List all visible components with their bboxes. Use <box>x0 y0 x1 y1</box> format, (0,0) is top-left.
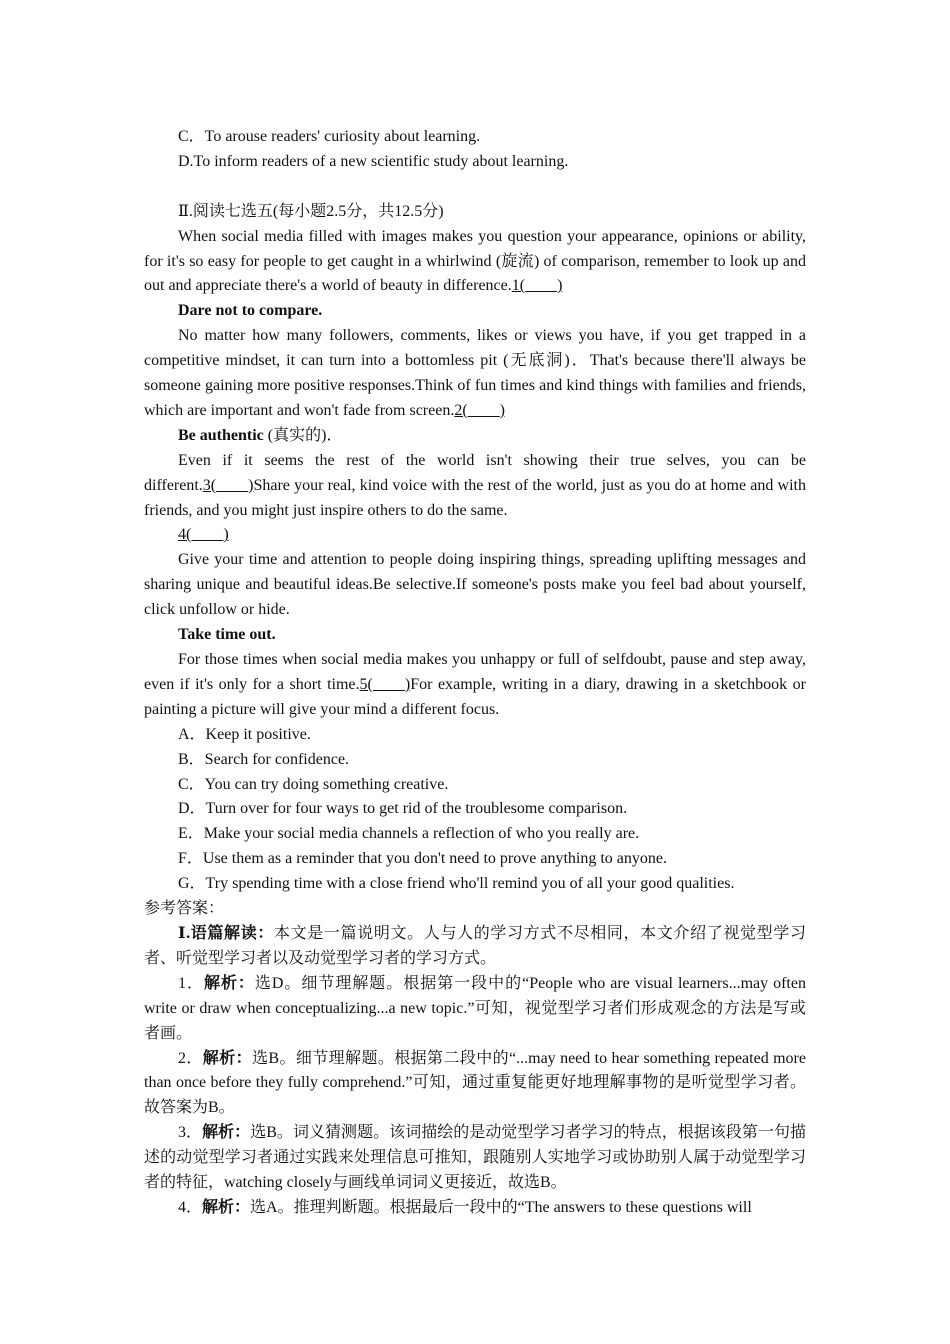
section-heading <box>144 200 806 225</box>
paragraph-compare-text: No matter how many followers, comments, likes or views you have, if you get trapped in a competitive mindset, it can turn into a bottomless pit (无底洞)．That's because there'll always be someone gaining more positive responses.Think of fun times and kind things with families and friends, which are important and won't fade from screen. <box>144 327 806 419</box>
answer-2 <box>144 1047 806 1122</box>
answer-1-number: 1． <box>178 974 204 992</box>
blank-5: 5(____) <box>359 675 411 693</box>
blank-4-line <box>144 523 806 548</box>
answer-2-text: 选B。细节理解题。根据第二段中的“...may need to hear something repeated more than once before they fully comprehend.”可知，通过重复能更好地理解事物的是听觉型学习者。故答案为B。 <box>144 1049 806 1117</box>
option-g: G．Try spending time with a close friend who'll remind you of all your good qualities. <box>178 875 735 893</box>
spacer <box>144 175 806 200</box>
section-title: Ⅱ.阅读七选五 <box>178 202 273 220</box>
blank-3: 3(____) <box>202 476 254 494</box>
answer-4 <box>144 1196 806 1221</box>
answer-4-text: 选A。推理判断题。根据最后一段中的“The answers to these questions will <box>250 1198 752 1216</box>
answer-2-number: 2． <box>178 1049 203 1067</box>
blank-1: 1(____) <box>511 277 563 295</box>
paragraph-intro-text: When social media filled with images makes you question your appearance, opinions or ability, for it's so easy for people to get caught in a whirlwind (旋流) of comparison, remember to look up and out and appreciate there's a world of beauty in difference. <box>144 227 806 295</box>
answer-1-text: 选D。细节理解题。根据第一段中的“People who are visual learners...may often write or draw when conceptualizing...a new topic.”可知，视觉型学习者们形成观念的方法是写或者画。 <box>144 974 806 1042</box>
paragraph-authentic <box>144 449 806 524</box>
subheading-authentic <box>144 424 806 449</box>
answers-title: 参考答案： <box>144 900 225 918</box>
paragraph-attention-text: Give your time and attention to people doing inspiring things, spreading uplifting messages and sharing unique and beautiful ideas.Be selective.If someone's posts make you feel bad about yourself, click unfollow or hide. <box>144 551 806 619</box>
answer-intro-label: Ⅰ.语篇解读： <box>178 924 274 942</box>
paragraph-compare <box>144 324 806 424</box>
answer-3-label: 解析： <box>202 1124 251 1142</box>
option-a: A．Keep it positive. <box>178 725 311 743</box>
paragraph-timeout <box>144 648 806 723</box>
answer-1 <box>144 972 806 1047</box>
subheading-dare <box>144 299 806 324</box>
paragraph-authentic-text-b: Share your real, kind voice with the rest of the world, just as you do at home and with friends, and you might just inspire others to do the same. <box>144 476 806 519</box>
option-f: F．Use them as a reminder that you don't need to prove anything to anyone. <box>178 850 667 868</box>
answer-3-number: 3． <box>178 1124 203 1142</box>
option-c: C．You can try doing something creative. <box>178 775 449 793</box>
subheading-dare-text: Dare not to compare. <box>178 302 323 320</box>
answer-intro <box>144 922 806 972</box>
paragraph-timeout-text-b: For example, writing in a diary, drawing in a sketchbook or painting a picture will give your mind a different focus. <box>144 675 807 718</box>
subheading-timeout <box>144 623 806 648</box>
answer-2-label: 解析： <box>202 1049 252 1067</box>
subheading-authentic-text: Be authentic <box>178 426 264 444</box>
option-c-prev: C．To arouse readers' curiosity about learning. <box>178 128 481 145</box>
answer-4-number: 4． <box>178 1198 203 1216</box>
blank-4: 4(____) <box>178 526 229 544</box>
answer-1-label: 解析： <box>203 974 255 992</box>
subheading-authentic-note: (真实的)． <box>263 426 343 444</box>
blank-2: 2(____) <box>454 401 505 419</box>
answer-3 <box>144 1121 806 1196</box>
paragraph-authentic-text-a: Even if it seems the rest of the world isn't showing their true selves, you can be different. <box>144 451 806 494</box>
answer-intro-text: 本文是一篇说明文。人与人的学习方式不尽相同，本文介绍了视觉型学习者、听觉型学习者以及动觉型学习者的学习方式。 <box>144 924 806 967</box>
paragraph-intro <box>144 225 806 300</box>
answer-3-text: 选B。词义猜测题。该词描绘的是动觉型学习者学习的特点，根据该段第一句描述的动觉型学习者通过实践来处理信息可推知，跟随别人实地学习或协助别人属于动觉型学习者的特征，watching closely与画线单词词义更接近，故选B。 <box>144 1124 806 1192</box>
option-e: E．Make your social media channels a reflection of who you really are. <box>178 825 640 843</box>
section-score-note: (每小题2.5分，共12.5分) <box>272 202 444 220</box>
paragraph-attention <box>144 548 806 623</box>
option-d-prev: D.To inform readers of a new scientific study about learning. <box>178 152 569 170</box>
paragraph-timeout-text-a: For those times when social media makes you unhappy or full of selfdoubt, pause and step away, even if it's only for a short time. <box>144 651 806 693</box>
subheading-timeout-text: Take time out. <box>178 626 276 644</box>
option-b: B．Search for confidence. <box>178 750 350 768</box>
answer-4-label: 解析： <box>202 1198 251 1216</box>
option-d: D．Turn over for four ways to get rid of the troublesome comparison. <box>178 800 628 818</box>
